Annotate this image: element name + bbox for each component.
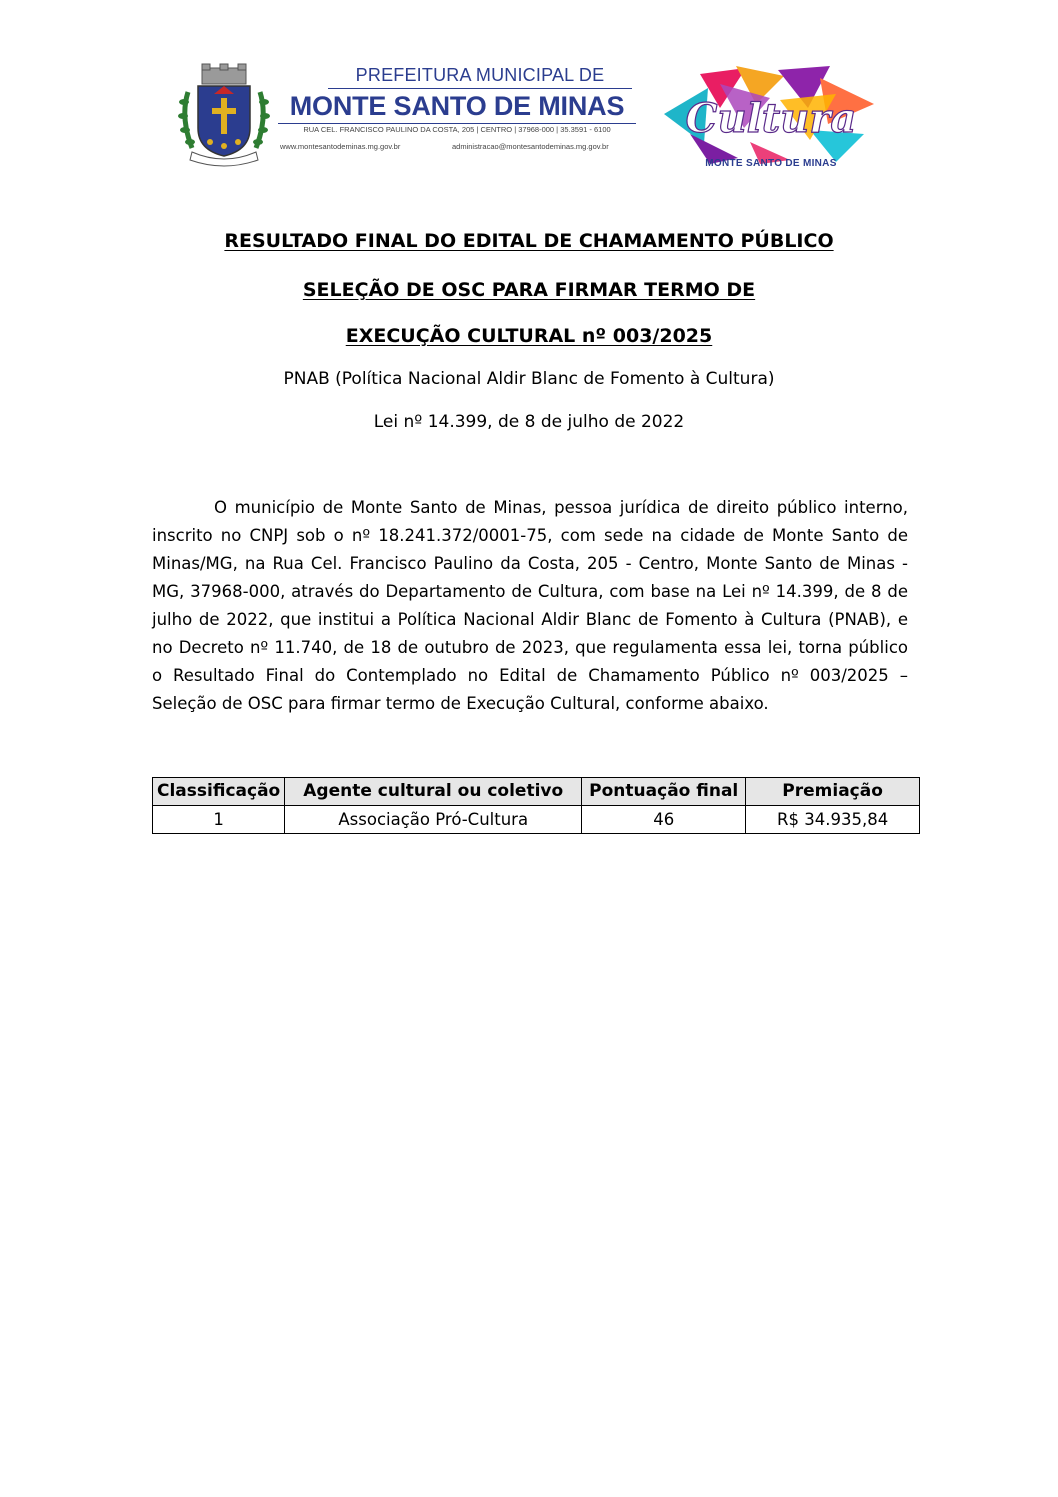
website-link[interactable]: www.montesantodeminas.mg.gov.br <box>280 142 401 151</box>
cell-classificacao: 1 <box>153 806 285 834</box>
pnab-subtitle: PNAB (Política Nacional Aldir Blanc de Fomento à Cultura) <box>283 369 775 389</box>
contact-links <box>276 142 638 154</box>
document-title-line-3: EXECUÇÃO CULTURAL nº 003/2025 <box>345 325 713 347</box>
email-link[interactable]: administracao@montesantodeminas.mg.gov.br <box>452 142 609 151</box>
cultura-subtitle: MONTE SANTO DE MINAS <box>705 158 837 169</box>
results-table <box>152 777 920 834</box>
cell-agente: Associação Pró-Cultura <box>285 806 582 834</box>
table-row <box>153 806 920 834</box>
header-premiacao: Premiação <box>746 778 920 806</box>
table-header-row <box>153 778 920 806</box>
prefeitura-label: PREFEITURA MUNICIPAL DE <box>328 64 632 89</box>
announcement-paragraph: O município de Monte Santo de Minas, pessoa jurídica de direito público interno, inscrito no CNPJ sob o nº 18.241.372/0001-75, com sede na cidade de Monte Santo de Minas/MG, na Rua Cel. Francisco Paulino da Costa, 205 - Centro, Monte Santo de Minas - MG, 37968-000, através do Departamento de Cultura, com base na Lei nº 14.399, de 8 de julho de 2022, que institui a Política Nacional Aldir Blanc de Fomento à Cultura (PNAB), e no Decreto nº 11.740, de 18 de outubro de 2023, que regulamenta essa lei, torna público o Resultado Final do Contemplado no Edital de Chamamento Público nº 003/2025 – Seleção de OSC para firmar termo de Execução Cultural, conforme abaixo. <box>152 498 908 713</box>
law-reference: Lei nº 14.399, de 8 de julho de 2022 <box>373 412 685 432</box>
cultura-logo-text: Cultura <box>685 95 857 142</box>
header-classificacao: Classificação <box>153 778 285 806</box>
document-title-line-1: RESULTADO FINAL DO EDITAL DE CHAMAMENTO PÚBLICO <box>224 230 834 252</box>
letterhead <box>0 0 1058 180</box>
prefeitura-letterhead <box>276 64 638 154</box>
cell-premiacao: R$ 34.935,84 <box>746 806 920 834</box>
municipal-crest-logo <box>178 62 270 168</box>
prefeitura-address: RUA CEL. FRANCISCO PAULINO DA COSTA, 205 | CENTRO | 37968-000 | 35.3591 - 6100 <box>278 123 636 135</box>
document-title-line-2: SELEÇÃO DE OSC PARA FIRMAR TERMO DE <box>302 279 756 301</box>
header-agente: Agente cultural ou coletivo <box>285 778 582 806</box>
municipio-name: MONTE SANTO DE MINAS <box>289 91 625 121</box>
header-pontuacao: Pontuação final <box>582 778 746 806</box>
cell-pontuacao: 46 <box>582 806 746 834</box>
